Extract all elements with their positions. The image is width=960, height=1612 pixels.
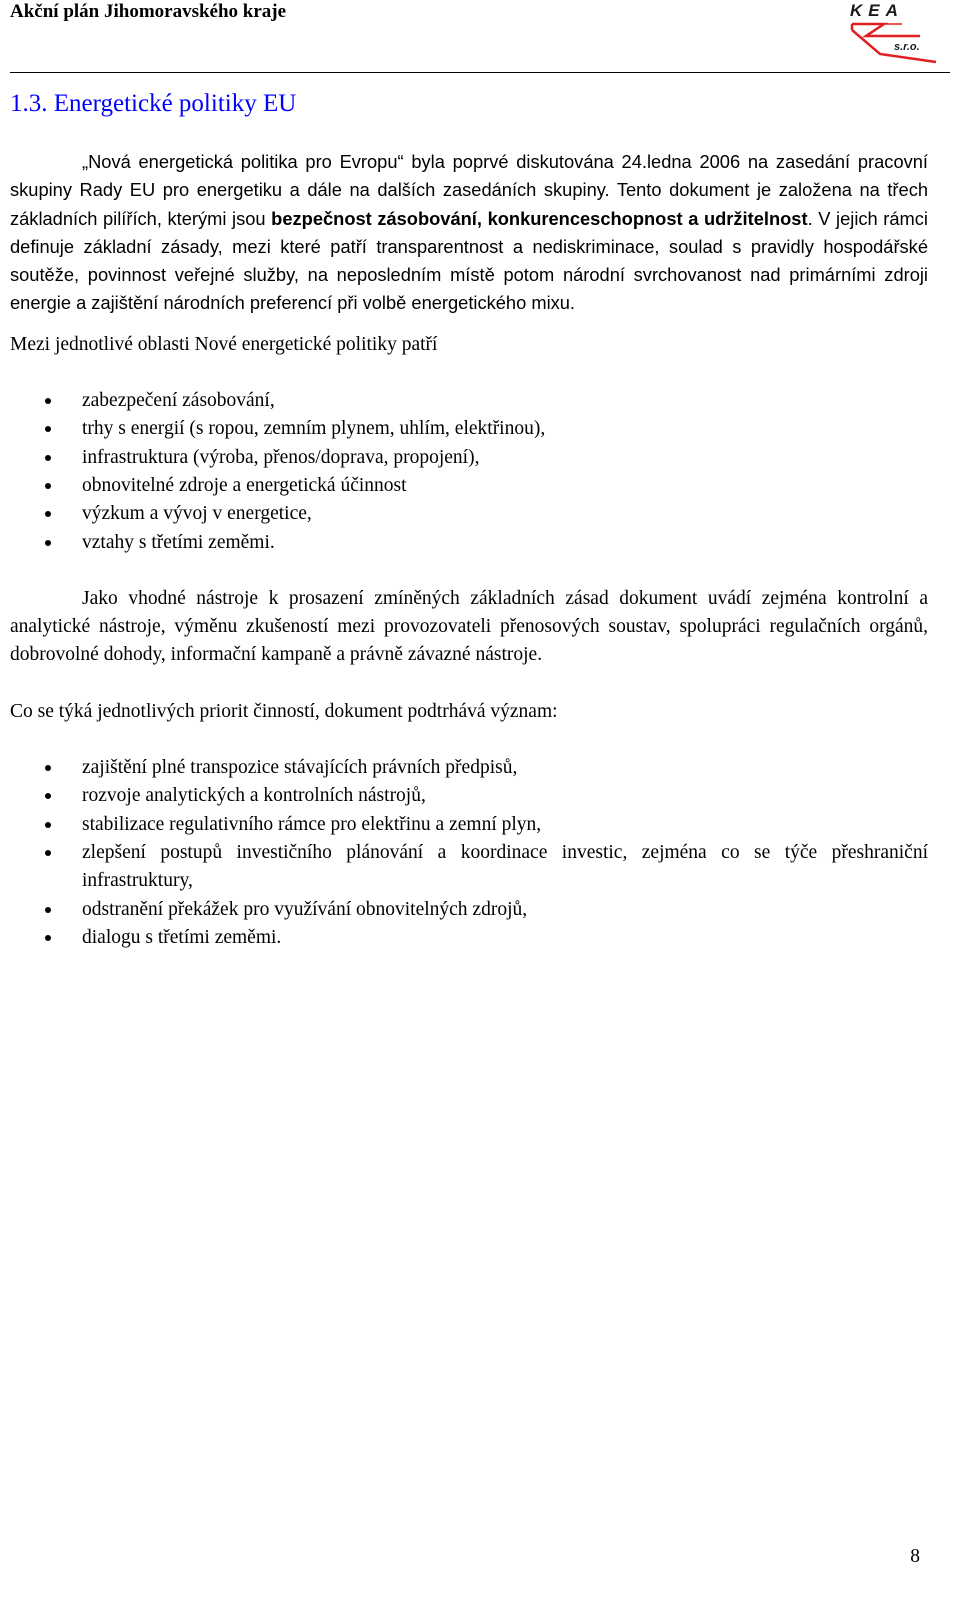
list-item: rozvoje analytických a kontrolních nástrojů, — [10, 782, 928, 810]
list-item: vztahy s třetími zeměmi. — [10, 529, 928, 557]
intro-principles: . V jejich rámci definuje základní zásady, mezi které patří transparentnost a nediskriminace, soulad s pravidly hospodářské soutěže, povinnost veřejné služby, na neposledním místě potom národní svrchovanost nad primárními zdroji energie a zajištění národních preferencí při volbě energetického mixu. — [10, 207, 928, 314]
areas-list — [10, 387, 928, 557]
list-item: výzkum a vývoj v energetice, — [10, 500, 928, 528]
priorities-lead: Co se týká jednotlivých priorit činností, dokument podtrhává význam: — [10, 700, 558, 722]
list-item: dialogu s třetími zeměmi. — [10, 924, 928, 952]
document-title: Akční plán Jihomoravského kraje — [10, 1, 287, 22]
intro-paragraph — [10, 148, 928, 318]
svg-text:s.r.o.: s.r.o. — [894, 41, 920, 53]
kea-logo — [844, 0, 940, 66]
list-item: zajištění plné transpozice stávajících právních předpisů, — [10, 754, 928, 782]
list-item: obnovitelné zdroje a energetická účinnost — [10, 472, 928, 500]
page-header — [10, 0, 950, 72]
list-item: stabilizace regulativního rámce pro elektřinu a zemní plyn, — [10, 811, 928, 839]
priorities-list — [10, 754, 928, 952]
list-item: infrastruktura (výroba, přenos/doprava, propojení), — [10, 444, 928, 472]
section-heading: 1.3. Energetické politiky EU — [10, 90, 297, 117]
tools-paragraph: Jako vhodné nástroje k prosazení zmíněných základních zásad dokument uvádí zejména kontrolní a analytické nástroje, výměnu zkušeností mezi provozovateli přenosových soustav, spolupráci regulačních orgánů, dobrovolné dohody, informační kampaně a právně závazné nástroje. — [10, 587, 928, 666]
list-item: odstranění překážek pro využívání obnovitelných zdrojů, — [10, 896, 928, 924]
list-item: zabezpečení zásobování, — [10, 387, 928, 415]
main-content — [10, 148, 928, 952]
svg-text:KEA: KEA — [850, 1, 904, 20]
intro-pillars: bezpečnost zásobování, konkurenceschopnost a udržitelnost — [271, 207, 808, 229]
list-item: zlepšení postupů investičního plánování a koordinace investic, zejména co se týče přeshraniční infrastruktury, — [10, 839, 928, 896]
intro-text: „Nová energetická politika pro Evropu“ byla poprvé diskutována 24.ledna 2006 na zasedání pracovní skupiny Rady EU pro energetiku a dále na dalších zasedáních skupiny. Tento dokument je založena na třech základních pilířích, kterými jsou — [10, 151, 928, 229]
areas-lead: Mezi jednotlivé oblasti Nové energetické politiky patří — [10, 333, 438, 355]
page-number: 8 — [910, 1546, 920, 1567]
list-item: trhy s energií (s ropou, zemním plynem, uhlím, elektřinou), — [10, 415, 928, 443]
header-divider — [10, 72, 950, 73]
